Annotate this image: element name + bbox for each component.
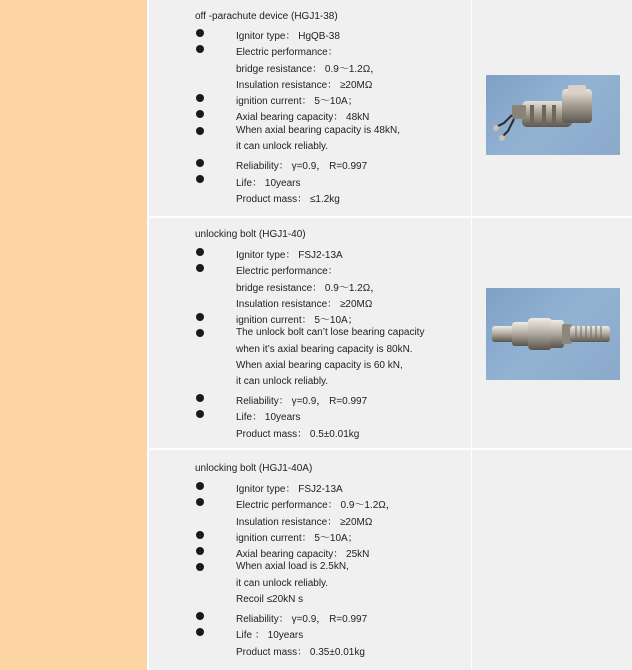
spec-line: Insulation resistance： ≥20MΩ: [236, 517, 373, 528]
product-description-cell: [149, 450, 469, 670]
spec-line: Axial bearing capacity： 25kN: [236, 549, 370, 560]
spec-line: Axial bearing capacity： 48kN: [236, 112, 370, 123]
bullet-icon: [196, 612, 204, 620]
bullet-icon: [196, 127, 204, 135]
spec-line: Reliability： γ=0.9， R=0.997: [236, 161, 368, 172]
parachute-release-device-photo: [486, 75, 620, 155]
bullet-icon: [196, 547, 204, 555]
unlocking-bolt-photo: [486, 288, 620, 380]
product-row-hgj1-38: [149, 0, 632, 216]
product-description-cell: [149, 218, 469, 448]
spec-line: Ignitor type： HgQB-38: [236, 31, 340, 42]
bullet-icon: [196, 628, 204, 636]
spec-line: Life： 10years: [236, 412, 301, 423]
product-title: off -parachute device (HGJ1-38): [195, 11, 338, 22]
spec-line: The unlock bolt can’t lose bearing capacity: [236, 327, 425, 338]
bullet-icon: [196, 531, 204, 539]
spec-line: it can unlock reliably.: [236, 376, 329, 387]
spec-line: Reliability： γ=0.9， R=0.997: [236, 396, 368, 407]
spec-line: Electric performance：: [236, 266, 338, 277]
bullet-icon: [196, 498, 204, 506]
spec-line: When axial bearing capacity is 60 kN,: [236, 360, 403, 371]
product-description-cell: [149, 0, 469, 216]
spec-line: Insulation resistance： ≥20MΩ: [236, 80, 373, 91]
spec-line: it can unlock reliably.: [236, 578, 329, 589]
spec-line: Life： 10years: [236, 178, 301, 189]
spec-line: when it’s axial bearing capacity is 80kN.: [236, 344, 413, 355]
bullet-icon: [196, 94, 204, 102]
product-table: [149, 0, 632, 670]
product-title: unlocking bolt (HGJ1-40): [195, 229, 306, 240]
product-image-cell: [471, 218, 632, 448]
bullet-icon: [196, 410, 204, 418]
spec-line: Reliability： γ=0.9， R=0.997: [236, 614, 368, 625]
spec-line: Electric performance： 0.9～1.2Ω，: [236, 500, 396, 511]
spec-line: Life ： 10years: [236, 630, 304, 641]
bullet-icon: [196, 482, 204, 490]
spec-line: Recoil ≤20kN s: [236, 594, 304, 605]
product-image-cell: [471, 0, 632, 216]
product-row-hgj1-40a: [149, 450, 632, 670]
bullet-icon: [196, 45, 204, 53]
bullet-icon: [196, 394, 204, 402]
left-sidebar: [0, 0, 147, 670]
bullet-icon: [196, 248, 204, 256]
spec-line: ignition current： 5～10A；: [236, 533, 358, 544]
bullet-icon: [196, 329, 204, 337]
spec-line: Electric performance：: [236, 47, 338, 58]
spec-line: Product mass： 0.35±0.01kg: [236, 647, 365, 658]
bullet-icon: [196, 313, 204, 321]
spec-line: ignition current： 5～10A；: [236, 96, 358, 107]
spec-line: bridge resistance： 0.9～1.2Ω，: [236, 64, 381, 75]
spec-line: Ignitor type： FSJ2-13A: [236, 484, 343, 495]
spec-line: When axial bearing capacity is 48kN,: [236, 125, 400, 136]
spec-line: Product mass： 0.5±0.01kg: [236, 429, 360, 440]
bullet-icon: [196, 29, 204, 37]
spec-line: it can unlock reliably.: [236, 141, 329, 152]
bullet-icon: [196, 159, 204, 167]
spec-line: Insulation resistance： ≥20MΩ: [236, 299, 373, 310]
bullet-icon: [196, 563, 204, 571]
product-row-hgj1-40: [149, 218, 632, 448]
bullet-icon: [196, 175, 204, 183]
spec-line: ignition current： 5～10A；: [236, 315, 358, 326]
bullet-icon: [196, 264, 204, 272]
spec-line: bridge resistance： 0.9～1.2Ω，: [236, 283, 381, 294]
product-title: unlocking bolt (HGJ1-40A): [195, 463, 313, 474]
product-image-cell: [471, 450, 632, 670]
spec-line: When axial load is 2.5kN,: [236, 561, 349, 572]
bullet-icon: [196, 110, 204, 118]
spec-line: Ignitor type： FSJ2-13A: [236, 250, 343, 261]
spec-line: Product mass： ≤1.2kg: [236, 194, 340, 205]
